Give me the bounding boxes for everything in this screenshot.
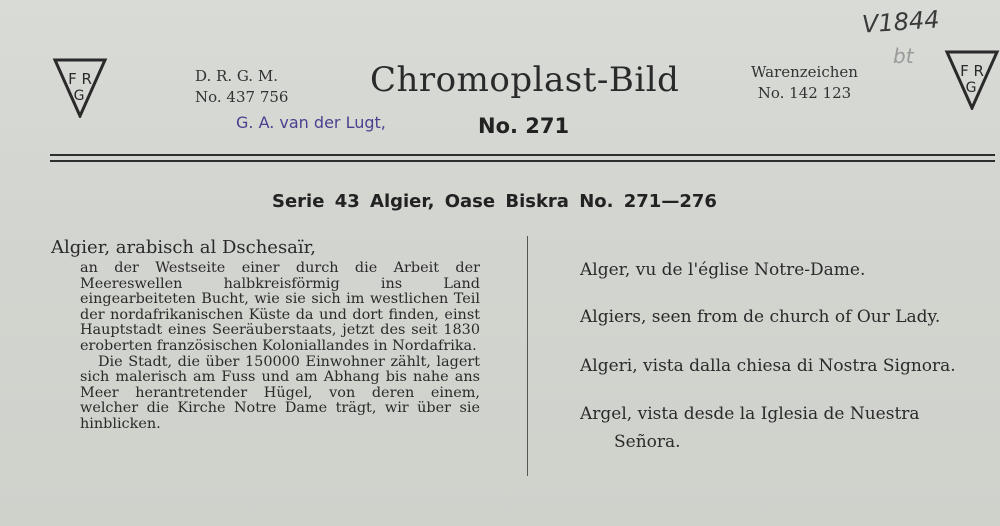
- caption-french: Alger, vu de l'église Notre-Dame.: [580, 260, 866, 280]
- logo-right-icon: [944, 50, 1000, 110]
- trademark-info: [751, 62, 858, 104]
- caption-italian: Algeri, vista dalla chiesa di Nostra Signora.: [580, 356, 956, 376]
- german-paragraph-2: Die Stadt, die über 150000 Einwohner zählt, lagert sich malerisch am Fuss und am Abhang bis nahe ans Meer herantretender Hügel, von deren einem, welcher die Kirche Notre Dame trägt, wir über sie hinblicken.: [80, 353, 480, 432]
- owner-stamp: G. A. van der Lugt,: [236, 113, 386, 132]
- svg-text:F R: F R: [68, 70, 92, 88]
- svg-text:G: G: [73, 88, 85, 104]
- german-heading: Algier, arabisch al Dschesaïr,: [51, 237, 317, 258]
- trademark-label: Warenzeichen: [751, 63, 858, 81]
- column-divider: [527, 236, 528, 476]
- caption-spanish-continued: Señora.: [614, 432, 681, 452]
- trademark-number: No. 142 123: [757, 84, 852, 102]
- series-heading: Serie 43 Algier, Oase Biskra No. 271—276: [272, 191, 717, 212]
- patent-info: [195, 66, 288, 108]
- header-rule-top: [50, 154, 995, 156]
- patent-number: No. 437 756: [195, 88, 289, 106]
- patent-label: D. R. G. M.: [195, 67, 278, 85]
- handwritten-pencil-mark: bt: [893, 44, 914, 68]
- german-paragraph-1: an der Westseite einer durch die Arbeit der Meereswellen halbkreisförmig ins Land eingearbeiteten Bucht, wie sie sich im westlichen Teil der nordafrikanischen Küste da und dort finden, einst Hauptstadt eines Seeräuberstaats, jetzt des seit 1830 eroberten französischen Koloniallandes in Nordafrika.: [80, 260, 480, 354]
- logo-left-icon: [52, 58, 108, 118]
- card-number: No. 271: [478, 114, 570, 138]
- svg-text:G: G: [965, 80, 977, 96]
- card-title: Chromoplast-Bild: [370, 60, 680, 100]
- header-rule-bottom: [50, 160, 995, 162]
- caption-english: Algiers, seen from de church of Our Lady.: [580, 307, 941, 327]
- svg-text:F R: F R: [960, 62, 984, 80]
- handwritten-inventory-number: V1844: [861, 5, 941, 39]
- german-description: [80, 261, 480, 433]
- caption-spanish: Argel, vista desde la Iglesia de Nuestra: [580, 404, 920, 424]
